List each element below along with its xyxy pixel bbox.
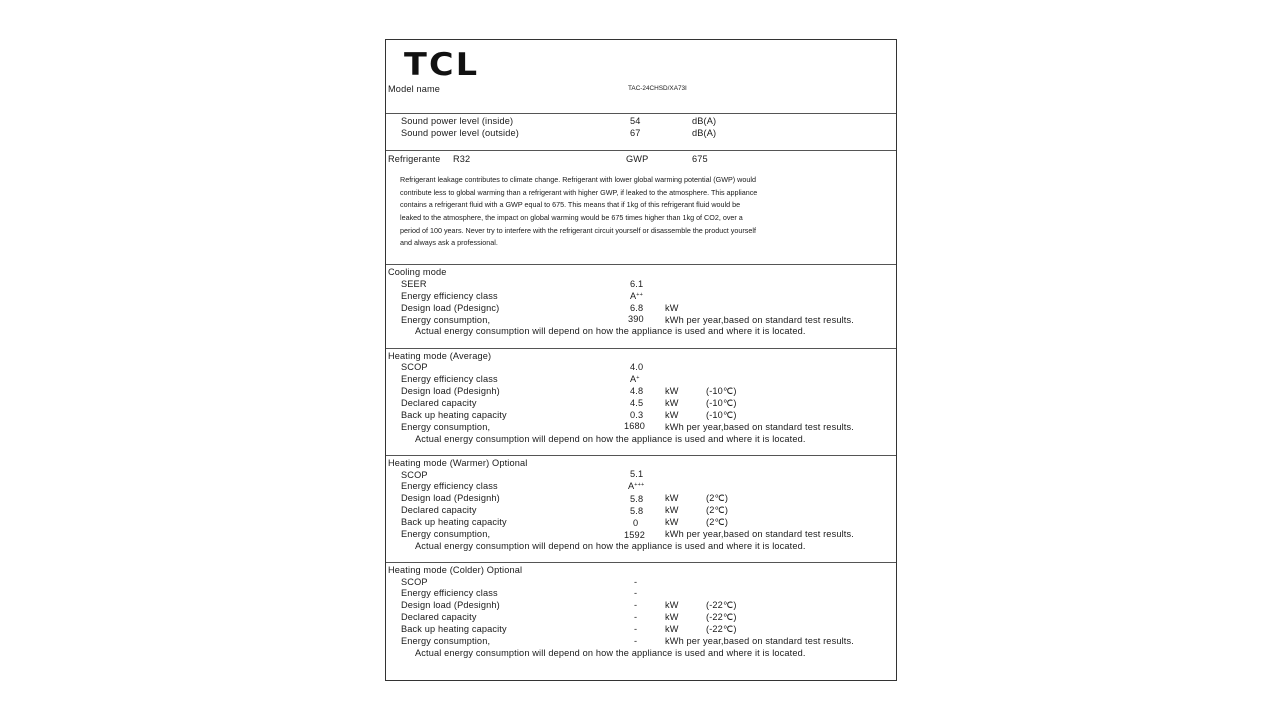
warm-scop-label: SCOP <box>401 470 428 480</box>
seer-label: SEER <box>401 279 427 289</box>
warm-eec-value: A+++ <box>628 481 645 491</box>
cooling-load-label: Design load (Pdesignc) <box>401 303 500 313</box>
cooling-eec-label: Energy efficiency class <box>401 291 498 301</box>
divider <box>386 113 896 114</box>
refrigerant-type: R32 <box>453 154 471 164</box>
cold-capacity-temp: (-22℃) <box>706 612 737 622</box>
avg-consumption-unit: kWh per year,based on standard test results. <box>665 422 854 432</box>
cold-consumption-unit: kWh per year,based on standard test results. <box>665 636 854 646</box>
warm-capacity-temp: (2℃) <box>706 505 729 515</box>
cold-scop-value: - <box>634 577 638 587</box>
cold-note: Actual energy consumption will depend on how the appliance is used and where it is located. <box>415 648 806 658</box>
sound-outside-label: Sound power level (outside) <box>401 128 519 138</box>
warm-capacity-label: Declared capacity <box>401 505 477 515</box>
warm-load-label: Design load (Pdesignh) <box>401 493 500 503</box>
warm-load-value: 5.8 <box>630 494 644 504</box>
cooling-consumption-value: 390 <box>628 314 644 324</box>
sound-inside-value: 54 <box>630 116 641 126</box>
warm-note: Actual energy consumption will depend on how the appliance is used and where it is located. <box>415 541 806 551</box>
cold-eec-label: Energy efficiency class <box>401 588 498 598</box>
cooling-note: Actual energy consumption will depend on how the appliance is used and where it is located. <box>415 326 806 336</box>
energy-label-sheet <box>385 39 897 681</box>
cold-load-value: - <box>634 600 638 610</box>
avg-eec-label: Energy efficiency class <box>401 374 498 384</box>
avg-scop-label: SCOP <box>401 362 428 372</box>
cold-backup-unit: kW <box>665 624 679 634</box>
avg-load-temp: (-10℃) <box>706 386 737 396</box>
divider <box>386 562 896 563</box>
sound-outside-value: 67 <box>630 128 641 138</box>
gwp-value: 675 <box>692 154 708 164</box>
cold-consumption-label: Energy consumption, <box>401 636 491 646</box>
cold-load-label: Design load (Pdesignh) <box>401 600 500 610</box>
avg-capacity-unit: kW <box>665 398 679 408</box>
avg-eec-value: A+ <box>630 374 640 384</box>
cooling-title: Cooling mode <box>388 267 447 277</box>
tcl-logo: TCL <box>404 47 480 83</box>
warm-backup-unit: kW <box>665 517 679 527</box>
warm-backup-temp: (2℃) <box>706 517 729 527</box>
refrigerant-text-line: contribute less to global warming than a refrigerant with higher GWP, if leaked to the atmosphere. This appliance <box>400 188 758 197</box>
warm-capacity-value: 5.8 <box>630 506 644 516</box>
seer-value: 6.1 <box>630 279 644 289</box>
refrigerant-text-line: and always ask a professional. <box>400 238 498 247</box>
refrigerant-text-line: period of 100 years. Never try to interfere with the refrigerant circuit yourself or disassemble the product yourself <box>400 226 756 235</box>
avg-capacity-value: 4.5 <box>630 398 644 408</box>
warm-backup-label: Back up heating capacity <box>401 517 507 527</box>
cooling-eec-value: A++ <box>630 291 644 301</box>
avg-scop-value: 4.0 <box>630 362 644 372</box>
avg-backup-label: Back up heating capacity <box>401 410 507 420</box>
model-name-label: Model name <box>388 84 441 94</box>
cooling-load-unit: kW <box>665 303 679 313</box>
cold-consumption-value: - <box>634 636 638 646</box>
avg-backup-temp: (-10℃) <box>706 410 737 420</box>
model-name-value: TAC-24CHSD/XA73I <box>628 85 687 92</box>
refrigerant-text-line: Refrigerant leakage contributes to climate change. Refrigerant with lower global warming potential (GWP) would <box>400 175 756 184</box>
cold-capacity-unit: kW <box>665 612 679 622</box>
avg-consumption-label: Energy consumption, <box>401 422 491 432</box>
warm-scop-value: 5.1 <box>630 469 644 479</box>
refrigerant-text-line: contains a refrigerant fluid with a GWP equal to 675. This means that if 1kg of this refrigerant fluid would be <box>400 200 741 209</box>
sound-outside-unit: dB(A) <box>692 128 717 138</box>
heating-warmer-title: Heating mode (Warmer) Optional <box>388 458 528 468</box>
cooling-consumption-unit: kWh per year,based on standard test results. <box>665 315 854 325</box>
warm-consumption-unit: kWh per year,based on standard test results. <box>665 529 854 539</box>
cold-capacity-value: - <box>634 612 638 622</box>
gwp-label: GWP <box>626 154 649 164</box>
warm-backup-value: 0 <box>633 518 639 528</box>
divider <box>386 348 896 349</box>
avg-capacity-label: Declared capacity <box>401 398 477 408</box>
cold-backup-label: Back up heating capacity <box>401 624 507 634</box>
warm-load-unit: kW <box>665 493 679 503</box>
cold-load-temp: (-22℃) <box>706 600 737 610</box>
cold-eec-value: - <box>634 588 638 598</box>
warm-load-temp: (2℃) <box>706 493 729 503</box>
sound-inside-unit: dB(A) <box>692 116 717 126</box>
warm-eec-label: Energy efficiency class <box>401 481 498 491</box>
cold-scop-label: SCOP <box>401 577 428 587</box>
cold-load-unit: kW <box>665 600 679 610</box>
heating-average-title: Heating mode (Average) <box>388 351 492 361</box>
divider <box>386 150 896 151</box>
warm-capacity-unit: kW <box>665 505 679 515</box>
cold-backup-value: - <box>634 624 638 634</box>
avg-capacity-temp: (-10℃) <box>706 398 737 408</box>
warm-consumption-label: Energy consumption, <box>401 529 491 539</box>
warm-consumption-value: 1592 <box>624 530 646 540</box>
avg-consumption-value: 1680 <box>624 421 646 431</box>
cooling-load-value: 6.8 <box>630 303 644 313</box>
cold-capacity-label: Declared capacity <box>401 612 477 622</box>
divider <box>386 264 896 265</box>
divider <box>386 455 896 456</box>
refrigerant-label: Refrigerante <box>388 154 441 164</box>
avg-load-label: Design load (Pdesignh) <box>401 386 500 396</box>
avg-load-unit: kW <box>665 386 679 396</box>
sound-inside-label: Sound power level (inside) <box>401 116 514 126</box>
cooling-consumption-label: Energy consumption, <box>401 315 491 325</box>
avg-note: Actual energy consumption will depend on how the appliance is used and where it is located. <box>415 434 806 444</box>
avg-backup-value: 0.3 <box>630 410 644 420</box>
refrigerant-text-line: leaked to the atmosphere, the impact on global warming would be 675 times higher than 1kg of CO2, over a <box>400 213 743 222</box>
cold-backup-temp: (-22℃) <box>706 624 737 634</box>
heating-colder-title: Heating mode (Colder) Optional <box>388 565 523 575</box>
avg-load-value: 4.8 <box>630 386 644 396</box>
avg-backup-unit: kW <box>665 410 679 420</box>
